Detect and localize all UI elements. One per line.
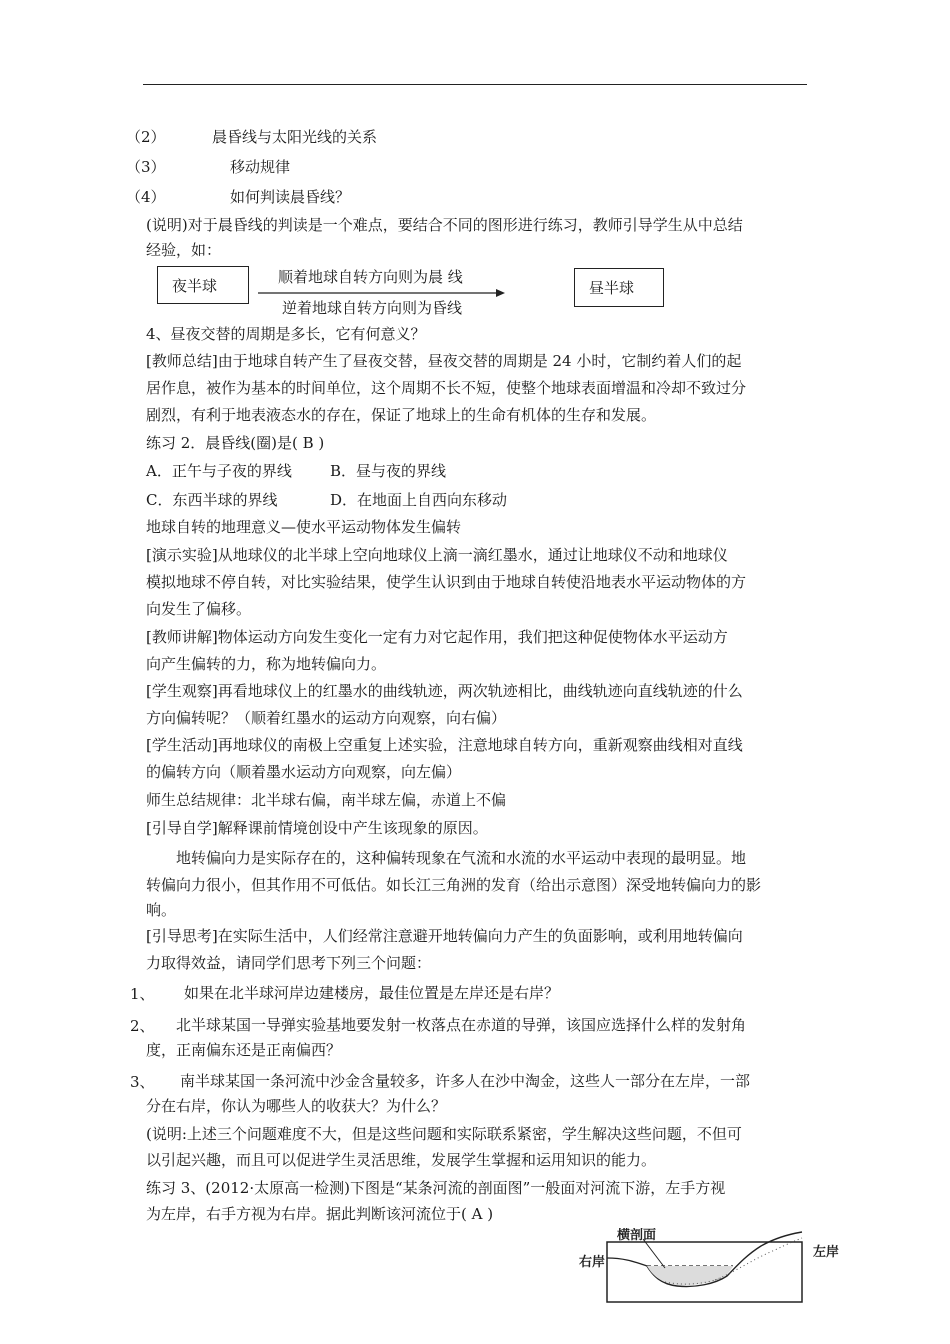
activity-line1: [学生活动]再地球仪的南极上空重复上述实验，注意地球自转方向，重新观察曲线相对直线 <box>146 736 743 754</box>
force-line2: 转偏向力很小，但其作用不可低估。如长江三角洲的发育（给出示意图）深受地转偏向力的影 <box>146 876 762 894</box>
question1-num: 1、 <box>130 985 155 1003</box>
rule-summary: 师生总结规律：北半球右偏，南半球左偏，赤道上不偏 <box>146 791 507 809</box>
left-bank-label: 左岸 <box>813 1245 840 1260</box>
demo-line1: [演示实验]从地球仪的北半球上空向地球仪上滴一滴红墨水，通过让地球仪不动和地球仪 <box>146 546 728 564</box>
question2-num: 2、 <box>130 1017 155 1035</box>
right-bank-label: 右岸 <box>579 1255 606 1270</box>
item-3-num: （3） <box>126 158 166 176</box>
observe-line1: [学生观察]再看地球仪上的红墨水的曲线轨迹，两次轨迹相比，曲线轨迹向直线轨迹的什么 <box>146 682 743 700</box>
exercise2-option-a: A．正午与子夜的界线 <box>146 462 292 480</box>
exercise2-stem: 练习 2．晨昏线(圈)是( B ) <box>146 434 325 452</box>
question-4: 4、昼夜交替的周期是多长，它有何意义？ <box>146 325 426 343</box>
question3-num: 3、 <box>130 1073 155 1091</box>
arrow-bottom-text: 逆着地球自转方向则为昏线 <box>282 299 463 317</box>
header-rule <box>143 84 807 85</box>
think-line2: 力取得效益，请同学们思考下列三个问题： <box>146 954 432 972</box>
left-bank-slope <box>607 1258 647 1266</box>
question2-line2: 度，正南偏东还是正南偏西？ <box>146 1041 342 1059</box>
arrow-top-text: 顺着地球自转方向则为晨 线 <box>278 268 463 286</box>
exercise3-line1: 练习 3、(2012·太原高一检测)下图是“某条河流的剖面图”一般面对河流下游，左手方视 <box>146 1179 726 1197</box>
observe-line2: 方向偏转呢？（顺着红墨水的运动方向观察，向右偏） <box>146 709 507 727</box>
explain2-line1: (说明:上述三个问题难度不大，但是这些问题和实际联系紧密，学生解决这些问题，不但可 <box>146 1125 742 1143</box>
item-2-text: 晨昏线与太阳光线的关系 <box>212 128 378 146</box>
explain2-line2: 以引起兴趣，而且可以促进学生灵活思维，发展学生掌握和运用知识的能力。 <box>146 1151 657 1169</box>
force-line3: 响。 <box>146 901 177 919</box>
exercise2-option-c: C．东西半球的界线 <box>146 491 278 509</box>
sediment-dots <box>715 1238 802 1280</box>
think-line1: [引导思考]在实际生活中，人们经常注意避开地转偏向力产生的负面影响，或利用地转偏向 <box>146 927 743 945</box>
exercise2-option-b: B．昼与夜的界线 <box>330 462 447 480</box>
day-hemisphere-box <box>574 268 664 307</box>
night-hemisphere-label: 夜半球 <box>172 277 218 295</box>
deflection-title: 地球自转的地理意义—使水平运动物体发生偏转 <box>146 518 462 536</box>
teacher-summary-line3: 剧烈，有利于地表液态水的存在，保证了地球上的生命有机体的生存和发展。 <box>146 406 657 424</box>
question1-line1: 如果在北半球河岸边建楼房，最佳位置是左岸还是右岸？ <box>184 984 560 1002</box>
question3-line2: 分在右岸，你认为哪些人的收获大？为什么？ <box>146 1097 447 1115</box>
self-study: [引导自学]解释课前情境创设中产生该现象的原因。 <box>146 819 488 837</box>
item-4-num: （4） <box>126 188 166 206</box>
force-line1: 地转偏向力是实际存在的，这种偏转现象在气流和水流的水平运动中表现的最明显。地 <box>146 849 747 867</box>
question3-line1: 南半球某国一条河流中沙金含量较多，许多人在沙中淘金，这些人一部分在左岸，一部 <box>180 1072 751 1090</box>
section-label: 横剖面 <box>617 1228 657 1243</box>
demo-line2: 模拟地球不停自转，对比实验结果，使学生认识到由于地球自转使沿地表水平运动物体的方 <box>146 573 747 591</box>
river-water <box>647 1266 733 1285</box>
exercise2-option-d: D．在地面上自西向东移动 <box>330 491 508 509</box>
item-4-text: 如何判读晨昏线？ <box>230 188 351 206</box>
demo-line3: 向发生了偏移。 <box>146 600 252 618</box>
explain1-line2: 经验，如： <box>146 241 222 259</box>
lecture-line2: 向产生偏转的力，称为地转偏向力。 <box>146 655 387 673</box>
section-pointer <box>643 1239 665 1268</box>
exercise3-line2: 为左岸，右手方视为右岸。据此判断该河流位于( A ) <box>146 1205 494 1223</box>
river-cross-section-figure <box>565 1228 855 1308</box>
lecture-line1: [教师讲解]物体运动方向发生变化一定有力对它起作用，我们把这种促使物体水平运动方 <box>146 628 728 646</box>
night-hemisphere-box <box>157 266 249 304</box>
teacher-summary-line1: [教师总结]由于地球自转产生了昼夜交替，昼夜交替的周期是 24 小时，它制约着人们的起 <box>146 352 742 370</box>
explain1-line1: (说明)对于晨昏线的判读是一个难点，要结合不同的图形进行练习，教师引导学生从中总结 <box>146 216 743 234</box>
question2-line1: 北半球某国一导弹实验基地要发射一枚落点在赤道的导弹，该国应选择什么样的发射角 <box>176 1016 747 1034</box>
day-hemisphere-label: 昼半球 <box>589 279 635 297</box>
activity-line2: 的偏转方向（顺着墨水运动方向观察，向左偏） <box>146 763 462 781</box>
item-3-text: 移动规律 <box>230 158 291 176</box>
teacher-summary-line2: 居作息，被作为基本的时间单位，这个周期不长不短，使整个地球表面增温和冷却不致过分 <box>146 379 747 397</box>
item-2-num: （2） <box>126 128 166 146</box>
